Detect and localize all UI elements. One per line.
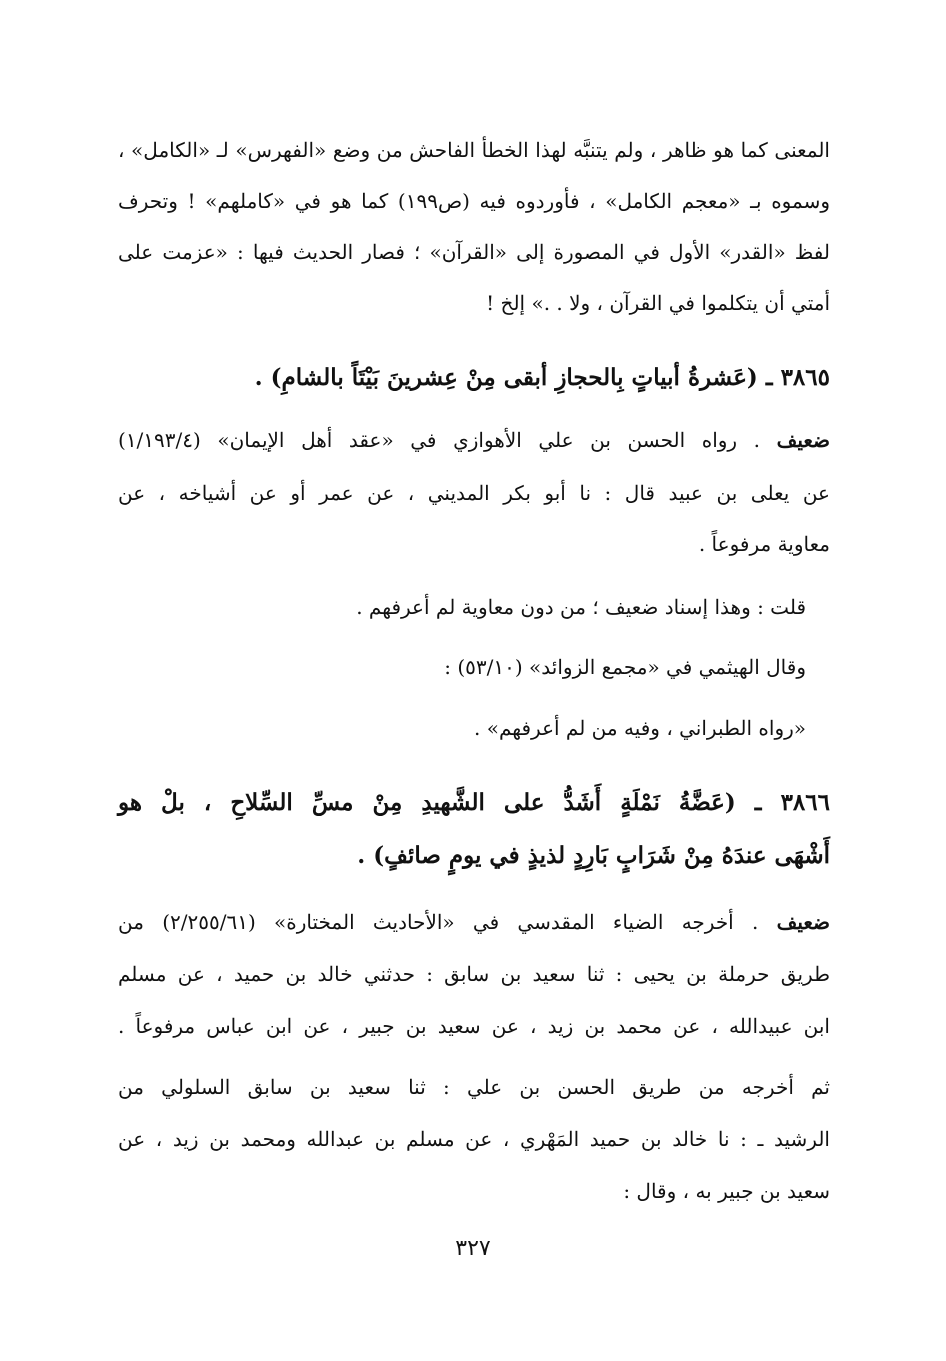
hadith-3865-body-line-3: معاوية مرفوعاً . (698, 532, 830, 556)
hadith-3865-body-text-1: . رواه الحسن بن علي الأهوازي في «عقد أهل الإيمان» (١/١٩٣/٤) (118, 428, 761, 452)
hadith-3865-note-1: قلت : وهذا إسناد ضعيف ؛ من دون معاوية لم أعرفهم . (356, 595, 806, 619)
hadith-3866-body-line-1 (118, 907, 830, 937)
hadith-3865-note-2: وقال الهيثمي في «مجمع الزوائد» (٥٣/١٠) : (444, 655, 806, 679)
hadith-3865-body-line-2: عن يعلى بن عبيد قال : نا أبو بكر المديني ، عن عمر أو عن أشياخه ، عن (118, 481, 830, 505)
hadith-3866-more-line-1: ثم أخرجه من طريق الحسن بن علي : ثنا سعيد بن سابق السلولي من (118, 1075, 830, 1099)
hadith-3865-grade: ضعيف (776, 428, 830, 452)
hadith-3866-heading-line-2: أَشْهَى عندَهُ مِنْ شَرَابٍ بَارِدٍ لذيذٍ في يومٍ صائفٍ) . (357, 842, 830, 869)
hadith-3866-more-line-2: الرشيد ـ : نا خالد بن حميد المَهْري ، عن مسلم بن عبدالله ومحمد بن زيد ، عن (118, 1127, 830, 1151)
page-number: ٣٢٧ (455, 1236, 491, 1261)
hadith-3866-more-line-3: سعيد بن جبير به ، وقال : (623, 1179, 830, 1203)
hadith-3866-heading-line-1: ٣٨٦٦ ـ (عَضَّةُ نَمْلَةٍ أَشَدُّ على الشَّهيدِ مِنْ مسِّ السِّلاحِ ، بلْ هو (118, 789, 830, 816)
hadith-3865-body-line-1 (118, 425, 830, 455)
hadith-3866-grade: ضعيف (776, 910, 830, 934)
hadith-3865-note-3: «رواه الطبراني ، وفيه من لم أعرفهم» . (474, 716, 806, 740)
intro-line-2: وسموه بـ «معجم الكامل» ، فأوردوه فيه (ص١٩٩) كما هو في «كاملهم» ! وتحرف (118, 189, 830, 213)
hadith-3866-body-text-1: . أخرجه الضياء المقدسي في «الأحاديث المختارة» (٢/٢٥٥/٦١) من (118, 910, 759, 934)
hadith-3866-body-line-2: طريق حرملة بن يحيى : ثنا سعيد بن سابق : حدثني خالد بن حميد ، عن مسلم (118, 962, 830, 986)
intro-line-4: أمتي أن يتكلموا في القرآن ، ولا . .» إلخ ! (486, 291, 830, 315)
intro-line-3: لفظ «القدر» الأول في المصورة إلى «القرآن» ؛ فصار الحديث فيها : «عزمت على (118, 240, 830, 264)
hadith-3865-heading: ٣٨٦٥ ـ (عَشرةُ أبياتٍ بِالحجازِ أبقى مِنْ عِشرينَ بَيْتَاً بالشامِ) . (254, 364, 830, 391)
hadith-3866-body-line-3: ابن عبيدالله ، عن محمد بن زيد ، عن سعيد بن جبير ، عن ابن عباس مرفوعاً . (118, 1014, 830, 1038)
intro-line-1: المعنى كما هو ظاهر ، ولم يتنبَّه لهذا الخطأ الفاحش من وضع «الفهرس» لـ «الكامل» ، (118, 138, 830, 162)
